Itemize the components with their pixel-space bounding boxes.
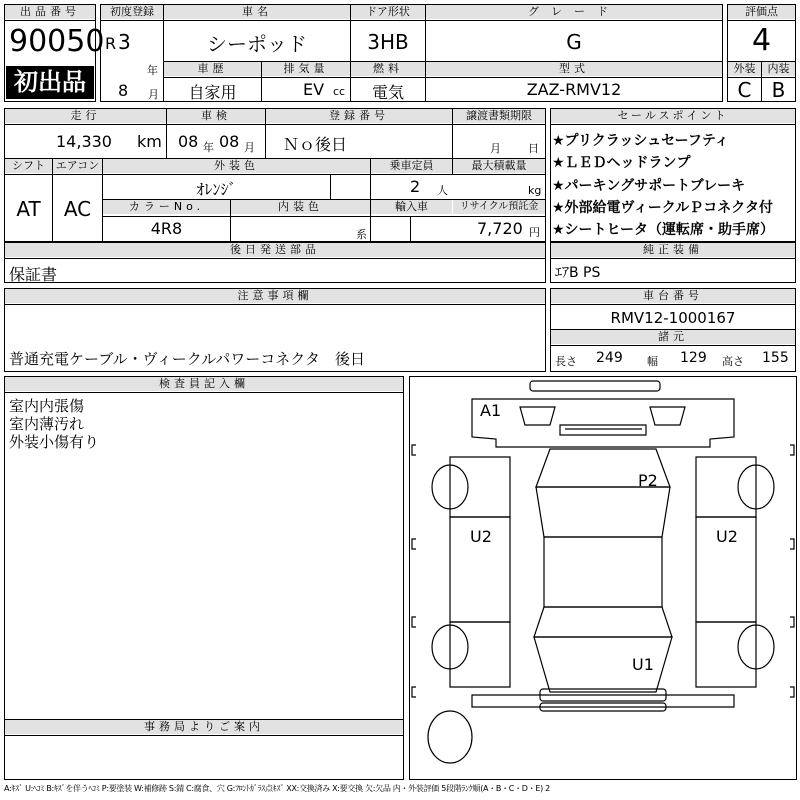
displacement-value: EV (303, 80, 325, 99)
first-reg-header: 初度登録 (101, 5, 163, 19)
first-reg-year: 3 (118, 30, 131, 54)
damage-mark-p2: P2 (638, 471, 658, 490)
car-diagram (409, 376, 797, 780)
aircon-value: AC (63, 197, 92, 221)
spec-length-label: 長さ (555, 355, 577, 368)
inspection-month: 08 (219, 132, 240, 151)
model-header: 型式 (426, 62, 722, 76)
capacity-value: 2 (410, 177, 421, 196)
interior-rating: B (771, 78, 786, 102)
shift-value: AT (16, 197, 41, 221)
inspection-year-unit: 年 (203, 141, 214, 154)
spec-width-label: 幅 (647, 355, 658, 368)
exterior-rating-header: 外装 (728, 62, 761, 76)
notes-value: 普通充電ケーブル・ヴィークルパワーコネクタ 後日 (9, 350, 365, 368)
lot-number: 90050 (9, 24, 105, 59)
specs-header: 諸元 (551, 330, 795, 344)
recycle-value: 7,720 (477, 219, 523, 238)
history-header: 車歴 (164, 62, 261, 76)
standard-equipment-header: 純正装備 (551, 243, 795, 257)
lot-header: 出品番号 (5, 5, 95, 19)
mileage-value: 14,330 (56, 132, 112, 151)
inspection-year: 08 (178, 132, 199, 151)
first-listing-badge: 初出品 (6, 66, 94, 99)
color-no-header: カラーNo. (103, 200, 230, 214)
mileage-header: 走行 (5, 109, 166, 123)
max-load-header: 最大積載量 (453, 159, 545, 173)
first-reg-month-unit: 月 (148, 88, 159, 101)
spec-length: 249 (596, 350, 623, 366)
standard-equipment-value: ｴｱB PS (555, 265, 601, 281)
sales-point-3: ★パーキングサポートブレーキ (552, 178, 746, 194)
sales-point-1: ★プリクラッシュセーフティ (552, 133, 729, 149)
model-value: ZAZ-RMV12 (526, 80, 622, 99)
chassis-value: RMV12-1000167 (610, 309, 736, 327)
sales-point-4: ★外部給電ヴィークルＰコネクタ付 (552, 200, 774, 216)
office-header: 事務局よりご案内 (5, 720, 403, 734)
spec-height: 155 (762, 350, 789, 366)
capacity-unit: 人 (437, 184, 448, 197)
car-name: シーポッド (207, 32, 307, 56)
recycle-header: リサイクル預託金 (453, 200, 545, 214)
recycle-unit: 円 (529, 226, 540, 239)
registration-header: 登録番号 (266, 109, 452, 123)
history-value: 自家用 (188, 83, 237, 102)
import-header: 輸入車 (371, 200, 452, 214)
deadline-header: 譲渡書類期限 (453, 109, 545, 123)
later-parts-header: 後日発送部品 (5, 243, 545, 257)
car-name-header: 車名 (164, 5, 350, 19)
damage-mark-a1: A1 (480, 401, 502, 420)
sales-point-2: ★ＬＥＤヘッドランプ (552, 155, 691, 171)
fuel-header: 燃料 (351, 62, 425, 76)
grade-value: G (566, 30, 582, 54)
damage-mark-u2-right: U2 (716, 527, 738, 546)
max-load-unit: kg (528, 184, 542, 197)
mileage-unit: km (137, 132, 162, 151)
inspection-month-unit: 月 (244, 141, 255, 154)
aircon-header: エアコン (53, 159, 102, 173)
damage-mark-u1: U1 (632, 655, 654, 674)
spec-width: 129 (680, 350, 707, 366)
capacity-header: 乗車定員 (371, 159, 452, 173)
shift-header: シフト (5, 159, 52, 173)
sales-points-header: セールスポイント (551, 109, 795, 123)
deadline-day-unit: 日 (528, 142, 539, 155)
displacement-unit: cc (333, 85, 346, 98)
legend: A:ｷｽﾞ U:ﾍｺﾐ B:ｷｽﾞを伴うﾍｺﾐ P:要塗装 W:補修跡 S:錆 C:腐食、穴 G:ﾌﾛﾝﾄｶﾞﾗｽ点ｷｽﾞ XX:交換済み X:要交換 欠:欠品 内・外装評価 5段階ﾗﾝｸ順(A・B・C・D・E) 2 (4, 784, 550, 793)
rating-header: 評価点 (728, 5, 795, 19)
inspector-header: 検査員記入欄 (5, 377, 403, 391)
damage-mark-u2-left: U2 (470, 527, 492, 546)
detail-box (4, 108, 546, 242)
int-color-header: 内装色 (231, 200, 370, 214)
door-header: ドア形状 (351, 5, 425, 19)
registration-value: Ｎｏ後日 (283, 135, 348, 154)
grade-header: グレード (426, 5, 722, 19)
exterior-rating: C (737, 78, 752, 102)
ext-color-value: ｵﾚﾝｼﾞ (196, 180, 237, 199)
inspection-header: 車検 (167, 109, 265, 123)
chassis-header: 車台番号 (551, 289, 795, 303)
fuel-value: 電気 (371, 83, 404, 102)
notes-header: 注意事項欄 (5, 289, 545, 303)
int-color-unit: 系 (356, 228, 367, 241)
inspector-line-3: 外装小傷有り (9, 433, 100, 451)
door-value: 3HB (367, 30, 409, 54)
spec-height-label: 高さ (722, 355, 744, 368)
sales-point-5: ★シートヒータ（運転席・助手席） (552, 222, 774, 238)
color-no-value: 4R8 (150, 219, 183, 238)
car-outline-svg (410, 377, 796, 779)
first-reg-year-unit: 年 (147, 64, 158, 77)
inspector-line-1: 室内内張傷 (9, 397, 85, 415)
ext-color-header: 外装色 (103, 159, 370, 173)
inspector-line-2: 室内薄汚れ (9, 415, 85, 433)
interior-rating-header: 内装 (762, 62, 795, 76)
first-reg-month: 8 (118, 81, 129, 100)
displacement-header: 排気量 (262, 62, 350, 76)
rating-value: 4 (751, 23, 772, 58)
deadline-month-unit: 月 (490, 142, 501, 155)
first-reg-era: R (105, 34, 117, 53)
later-parts-value: 保証書 (9, 265, 58, 284)
